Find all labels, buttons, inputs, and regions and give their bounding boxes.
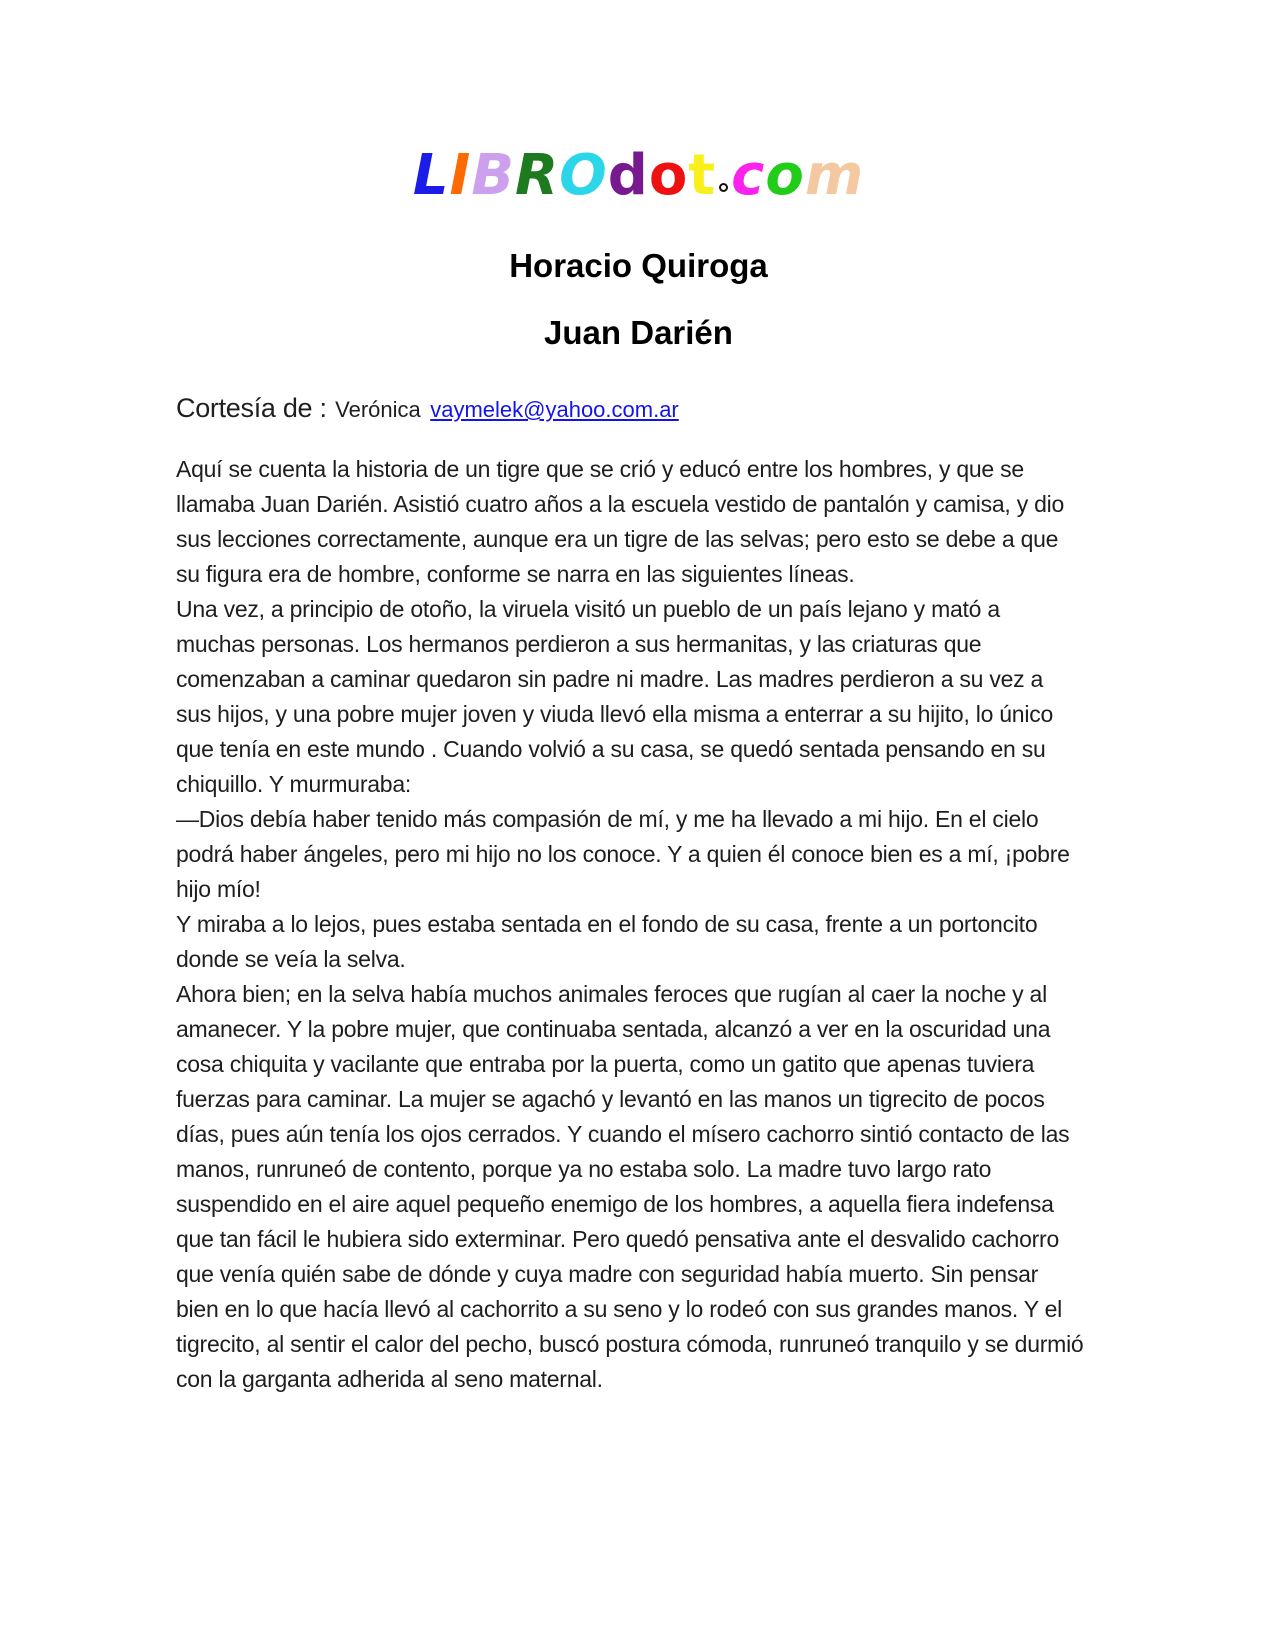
- logo-letter: o: [765, 143, 805, 208]
- logo-letter: L: [412, 143, 450, 208]
- story-paragraph: Ahora bien; en la selva había muchos animales feroces que rugían al caer la noche y al amanecer. Y la pobre mujer, que continuaba sentada, alcanzó a ver en la oscuridad una cosa chiquita y vacilante que entraba por la puerta, como un gatito que apenas tuviera fuerzas para caminar. La mujer se agachó y levantó en las manos un tigrecito de pocos días, pues aún tenía los ojos cerrados. Y cuando el mísero cachorro sintió contacto de las manos, runruneó de contento, porque ya no estaba solo. La madre tuvo largo rato suspendido en el aire aquel pequeño enemigo de los hombres, a aquella fiera indefensa que tan fácil le hubiera sido exterminar. Pero quedó pensativa ante el desvalido cachorro que venía quién sabe de dónde y cuya madre con seguridad había muerto. Sin pensar bien en lo que hacía llevó al cachorrito a su seno y lo rodeó con sus grandes manos. Y el tigrecito, al sentir el calor del pecho, buscó postura cómoda, runruneó tranquilo y se durmió con la garganta adherida al seno maternal.: [176, 981, 1084, 1392]
- librodot-logo: [176, 140, 1101, 212]
- courtesy-name: Verónica: [335, 397, 421, 422]
- courtesy-email-link[interactable]: vaymelek@yahoo.com.ar: [430, 397, 679, 422]
- story-paragraph: —Dios debía haber tenido más compasión de mí, y me ha llevado a mi hijo. En el cielo podrá haber ángeles, pero mi hijo no los conoce. Y a quien él conoce bien es a mí, ¡pobre hijo mío!: [176, 806, 1070, 902]
- logo-letter: d: [607, 143, 649, 208]
- logo-dot-mark: [719, 183, 728, 192]
- logo-letter: m: [804, 143, 865, 208]
- courtesy-line: [176, 393, 1101, 428]
- story-text: [176, 452, 1084, 1397]
- logo-letter: t: [688, 143, 717, 208]
- story-paragraph: Aquí se cuenta la historia de un tigre que se crió y educó entre los hombres, y que se llamaba Juan Darién. Asistió cuatro años a la escuela vestido de pantalón y camisa, y dio sus lecciones correctamente, aunque era un tigre de las selvas; pero esto se debe a que su figura era de hombre, conforme se narra en las siguientes líneas.: [176, 456, 1065, 587]
- logo-letter: R: [515, 143, 560, 208]
- courtesy-label: Cortesía de :: [176, 393, 327, 423]
- logo-letter: o: [648, 143, 689, 208]
- story-paragraph: Y miraba a lo lejos, pues estaba sentada en el fondo de su casa, frente a un portoncito donde se veía la selva.: [176, 911, 1038, 972]
- logo-letter: B: [471, 143, 516, 208]
- author-heading: Horacio Quiroga: [509, 247, 768, 284]
- logo-letter: O: [559, 143, 608, 208]
- logo-letter: I: [449, 143, 472, 208]
- logo-letter: c: [731, 143, 766, 208]
- story-paragraph: Una vez, a principio de otoño, la viruela visitó un pueblo de un país lejano y mató a muchas personas. Los hermanos perdieron a sus hermanitas, y las criaturas que comenzaban a caminar quedaron sin padre ni madre. Las madres perdieron a su vez a sus hijos, y una pobre mujer joven y viuda llevó ella misma a enterrar a su hijito, lo único que tenía en este mundo . Cuando volvió a su casa, se quedó sentada pensando en su chiquillo. Y murmuraba:: [176, 596, 1053, 797]
- title-heading: Juan Darién: [544, 314, 733, 351]
- content-column: [176, 0, 1101, 1397]
